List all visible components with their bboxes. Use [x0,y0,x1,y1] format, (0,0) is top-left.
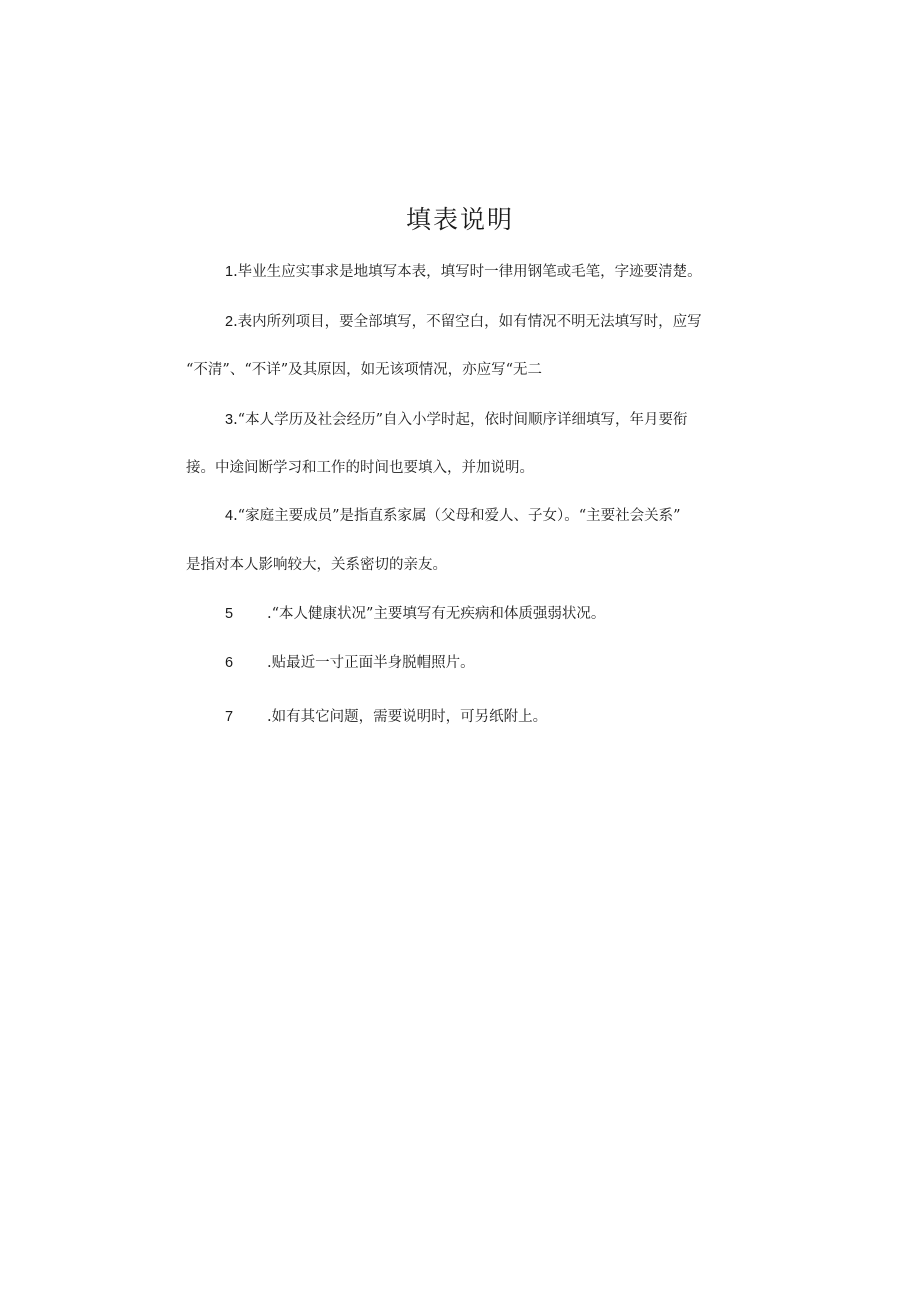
item-text: .毕业生应实事求是地填写本表，填写时一律用钢笔或毛笔，字迹要清楚。 [233,264,702,280]
list-item-4 [225,506,681,526]
list-item-1 [225,262,702,282]
item-number: 5 [225,606,234,622]
list-item-7 [225,707,547,727]
item-text: .贴最近一寸正面半身脱帽照片。 [267,655,475,671]
list-item-5 [225,604,605,624]
item-number: 3 [225,412,234,428]
list-item-2 [225,312,702,332]
item-text: .“本人学历及社会经历”自入小学时起，依时间顺序详细填写，年月要衔 [233,412,688,428]
list-item-2-continuation: “不清”、“不详”及其原因，如无该项情况，亦应写“无二 [186,362,543,378]
item-number: 6 [225,655,234,671]
list-item-3-continuation: 接。中途间断学习和工作的时间也要填入，并加说明。 [186,460,534,476]
item-text: .“家庭主要成员”是指直系家属（父母和爱人、子女）。“主要社会关系” [233,508,681,524]
item-number: 2 [225,314,234,330]
item-number: 1 [225,264,234,280]
item-text: .如有其它问题，需要说明时，可另纸附上。 [267,709,548,725]
item-text: .表内所列项目，要全部填写，不留空白，如有情况不明无法填写时，应写 [233,314,702,330]
page-title: 填表说明 [405,205,514,234]
item-number: 7 [225,709,234,725]
item-number: 4 [225,508,234,524]
item-text: .“本人健康状况”主要填写有无疾病和体质强弱状况。 [267,606,606,622]
list-item-6 [225,653,475,673]
list-item-3 [225,410,688,430]
list-item-4-continuation: 是指对本人影响较大，关系密切的亲友。 [186,557,447,573]
